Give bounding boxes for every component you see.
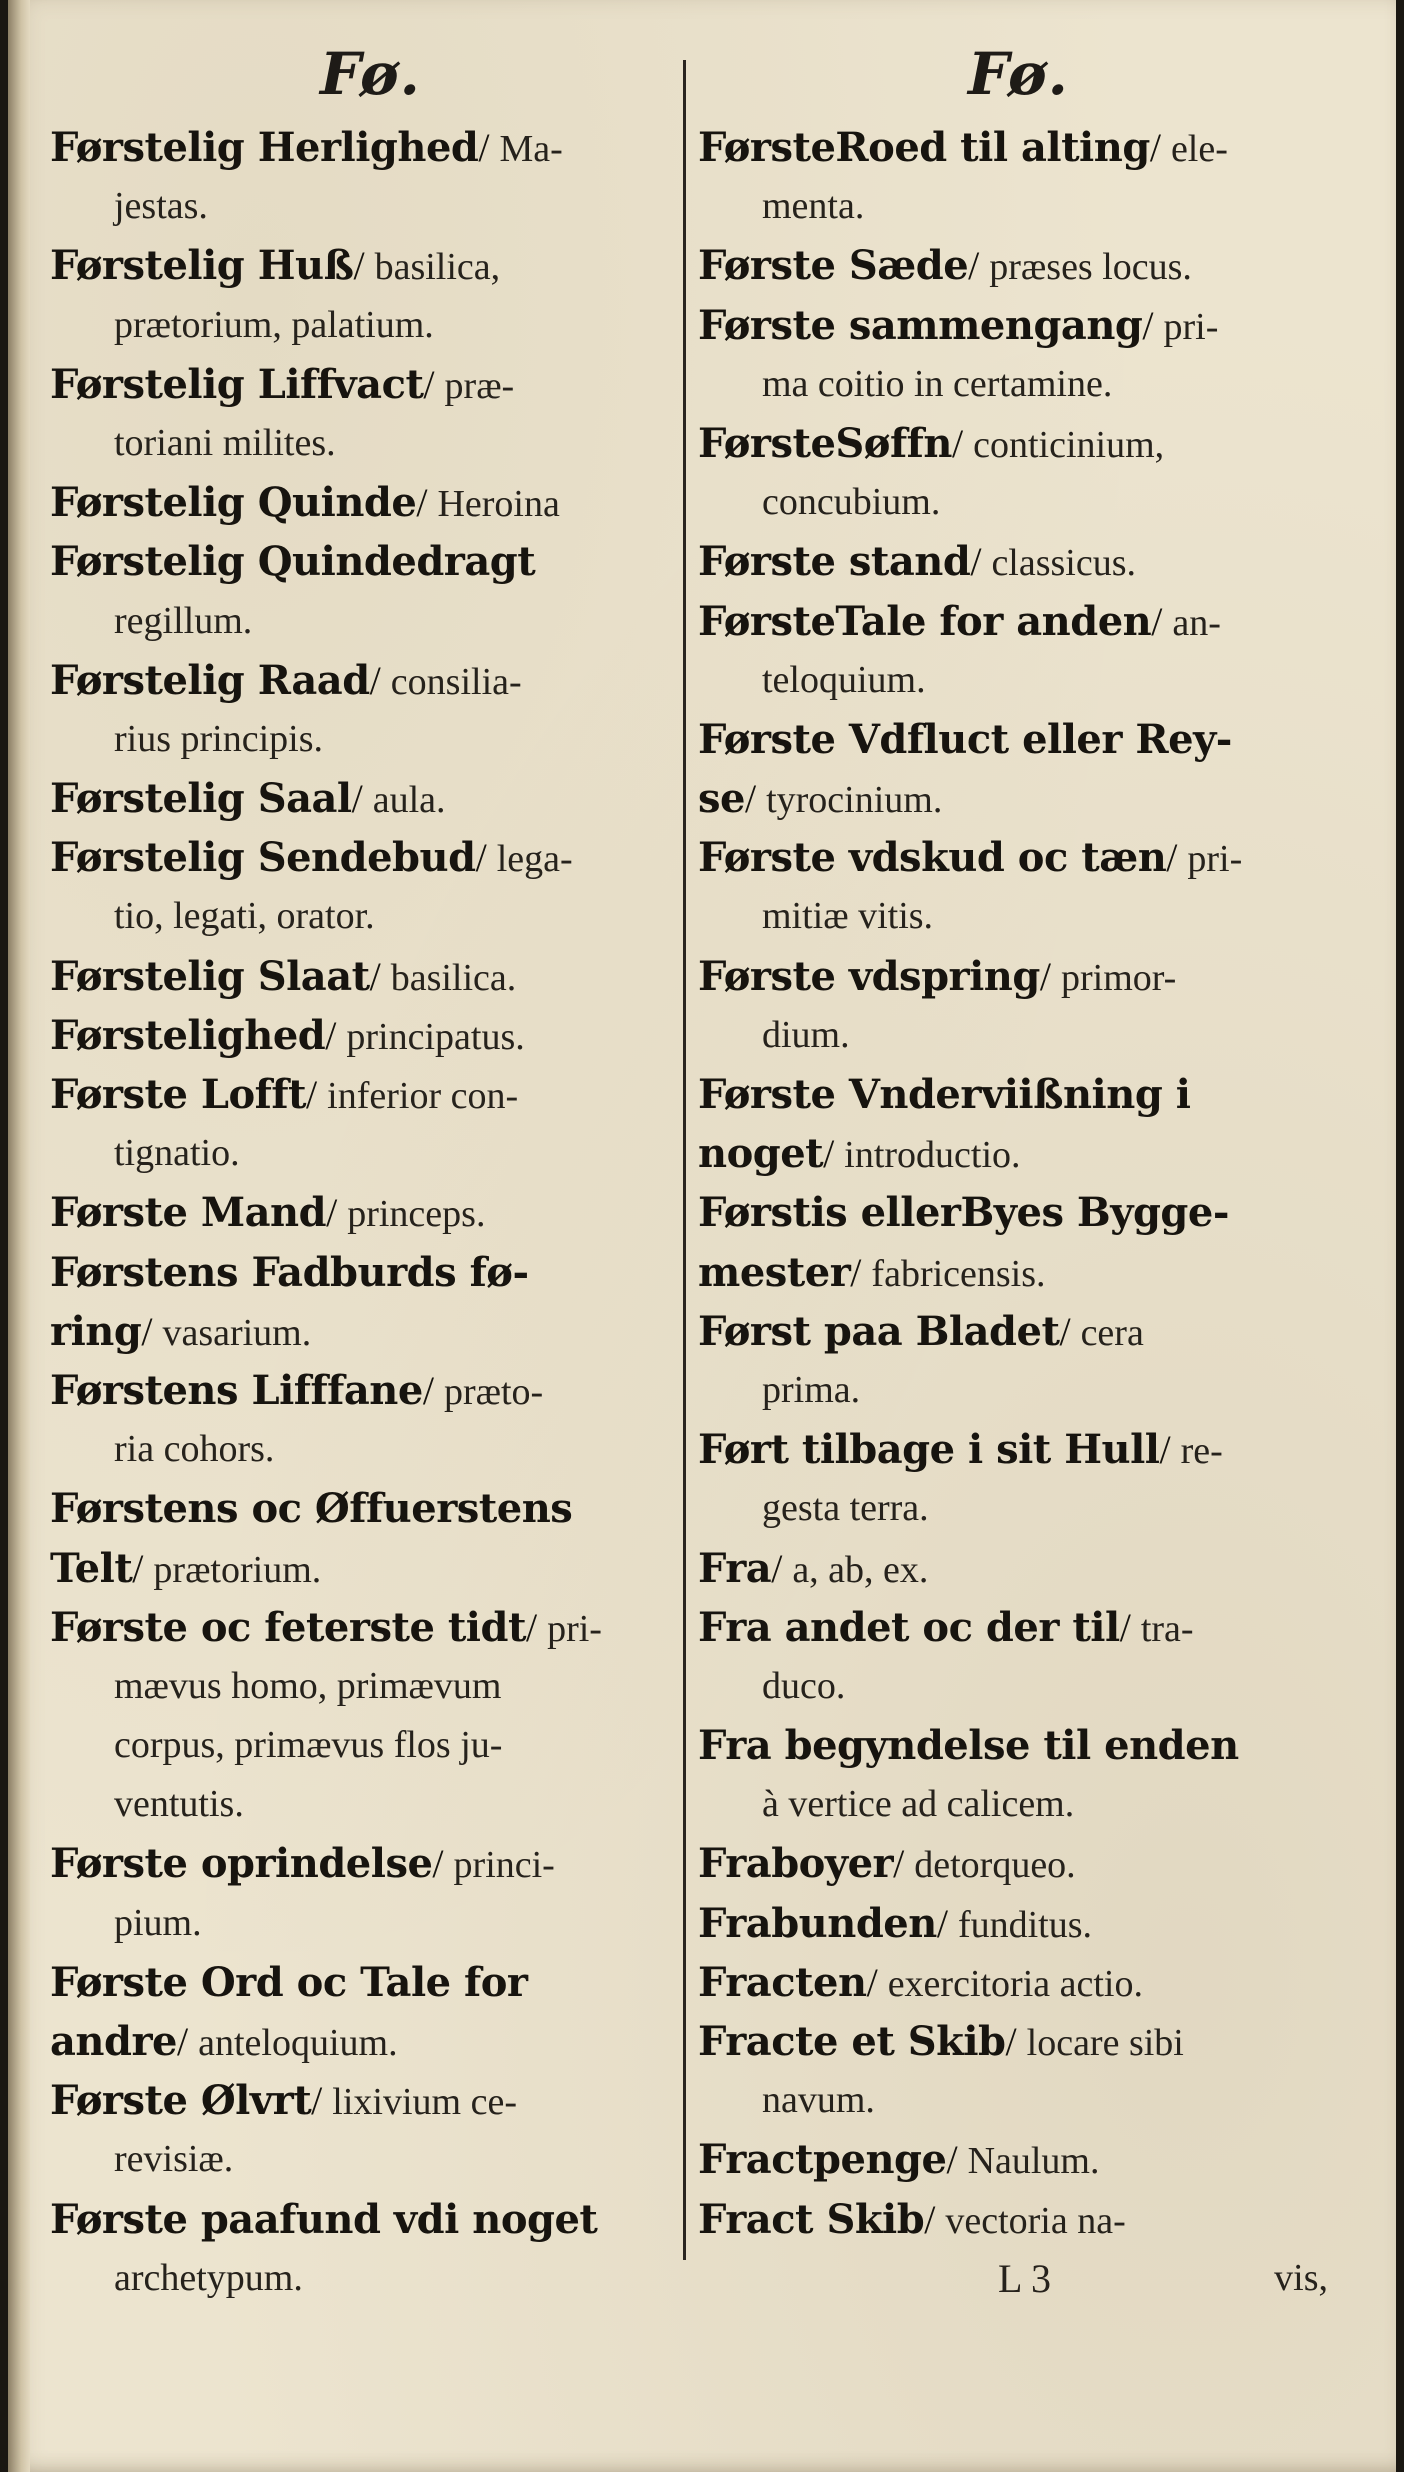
- entry-line: [698, 710, 1338, 769]
- danish-headword: Førstelig Liffvact: [50, 360, 424, 408]
- entry-line: [698, 1420, 1338, 1479]
- right-entries: [698, 118, 1338, 2308]
- entry-separator: /: [1149, 125, 1171, 170]
- latin-gloss: introductio.: [844, 1134, 1021, 1177]
- entry-line: [698, 1539, 1338, 1598]
- entry-line: [50, 2249, 670, 2308]
- danish-headword: Førstens oc Øffuerstens: [50, 1485, 573, 1533]
- entry-line: [50, 414, 670, 473]
- danish-headword: Første Sæde: [698, 242, 969, 290]
- entry-line: [698, 414, 1338, 473]
- latin-gloss: Heroina: [437, 483, 560, 526]
- entry-separator: /: [850, 1249, 872, 1295]
- entry-line: [50, 1006, 670, 1065]
- entry-line: [50, 2190, 670, 2249]
- entry-separator: /: [946, 2137, 968, 2183]
- entry-line: [50, 1243, 670, 1302]
- entry-line: [698, 1479, 1338, 1538]
- danish-headword: Første vdspring: [698, 952, 1040, 1000]
- entry-line: [50, 2012, 670, 2071]
- latin-gloss: locare sibi: [1026, 2022, 1184, 2064]
- latin-gloss: archetypum.: [114, 2256, 303, 2299]
- entry-separator: /: [525, 1604, 548, 1650]
- danish-headword: Første Ord oc Tale for: [50, 1958, 528, 2006]
- page-gutter: [8, 0, 30, 2472]
- danish-headword: se: [698, 775, 745, 823]
- latin-gloss: aula.: [372, 779, 446, 822]
- danish-headword: FørsteRoed til alting: [698, 124, 1150, 171]
- latin-gloss: funditus.: [957, 1903, 1093, 1946]
- latin-gloss: jestas.: [114, 185, 208, 228]
- danish-headword: Første paafund vdi noget: [50, 2195, 598, 2243]
- danish-headword: Førstelig Huß: [50, 242, 354, 290]
- entry-line: [698, 947, 1338, 1006]
- entry-separator: /: [968, 243, 990, 289]
- entry-line: [698, 2249, 1338, 2308]
- entry-line: [50, 1183, 670, 1242]
- entry-line: [50, 236, 670, 295]
- latin-gloss: prætorium, palatium.: [114, 303, 434, 346]
- entry-line: [50, 1479, 670, 1538]
- entry-line: [50, 947, 670, 1006]
- entry-separator: /: [893, 1841, 915, 1887]
- entry-line: [50, 1124, 670, 1183]
- entry-separator: /: [1159, 1427, 1181, 1473]
- danish-headword: Første Lofft: [50, 1071, 307, 1118]
- column-rule: [683, 60, 686, 2260]
- latin-gloss: mævus homo, primævum: [114, 1664, 502, 1707]
- entry-separator: /: [924, 2196, 946, 2242]
- latin-gloss: lixivium ce-: [332, 2081, 517, 2124]
- latin-gloss: concubium.: [762, 481, 941, 524]
- latin-gloss: an-: [1172, 601, 1221, 644]
- danish-headword: ring: [50, 1307, 142, 1355]
- danish-headword: Førstelig Quinde: [50, 479, 417, 527]
- latin-gloss: princi-: [453, 1844, 555, 1887]
- latin-gloss: præto-: [443, 1370, 544, 1413]
- danish-headword: Førstelig Raad: [50, 656, 370, 704]
- entry-separator: /: [1151, 598, 1173, 644]
- latin-gloss: tio, legati, orator.: [114, 895, 375, 938]
- latin-gloss: gesta terra.: [762, 1487, 929, 1530]
- entry-separator: /: [416, 480, 438, 526]
- latin-gloss: pri-: [547, 1607, 602, 1650]
- entry-separator: /: [311, 2078, 333, 2124]
- danish-headword: Fra: [698, 1544, 772, 1592]
- danish-headword: Fracte et Skib: [698, 2018, 1006, 2065]
- danish-headword: Første sammengang: [698, 301, 1143, 349]
- latin-gloss: Ma-: [499, 128, 563, 170]
- left-running-head: Fø.: [320, 40, 422, 108]
- latin-gloss: consilia-: [390, 660, 522, 703]
- latin-gloss: toriani milites.: [114, 421, 336, 464]
- latin-gloss: ria cohors.: [114, 1428, 275, 1471]
- entry-line: [50, 1953, 670, 2012]
- latin-gloss: tyrocinium.: [766, 779, 943, 822]
- latin-gloss: dium.: [762, 1013, 850, 1056]
- latin-gloss: duco.: [762, 1664, 846, 1707]
- danish-headword: Førstis ellerByes Bygge-: [698, 1189, 1229, 1237]
- danish-headword: Fracten: [698, 1958, 867, 2006]
- danish-headword: Første oprindelse: [50, 1840, 433, 1888]
- danish-headword: Fra begyndelse til enden: [698, 1722, 1239, 1770]
- entry-line: [698, 296, 1338, 355]
- danish-headword: Førstelig Slaat: [50, 952, 370, 1000]
- latin-gloss: principatus.: [346, 1015, 525, 1058]
- entry-line: [698, 1775, 1338, 1834]
- entry-line: [698, 651, 1338, 710]
- entry-line: [698, 2130, 1338, 2189]
- latin-gloss: classicus.: [991, 542, 1137, 585]
- latin-gloss: à vertice ad calicem.: [762, 1783, 1075, 1826]
- entry-line: [50, 710, 670, 769]
- entry-separator: /: [432, 1841, 454, 1887]
- latin-gloss: revisiæ.: [114, 2138, 234, 2181]
- danish-headword: Første oc feterste tidt: [50, 1603, 526, 1651]
- latin-gloss: ventutis.: [114, 1783, 244, 1826]
- entry-line: [698, 769, 1338, 828]
- latin-gloss: ma coitio in certamine.: [762, 362, 1113, 405]
- entry-line: [698, 1183, 1338, 1242]
- latin-gloss: fabricensis.: [871, 1252, 1046, 1295]
- entry-separator: /: [744, 776, 767, 822]
- entry-separator: /: [422, 1367, 444, 1413]
- danish-headword: Først paa Bladet: [698, 1307, 1060, 1355]
- entry-line: [698, 2190, 1338, 2249]
- entry-line: [50, 177, 670, 236]
- danish-headword: Fract Skib: [698, 2195, 925, 2243]
- latin-gloss: ele-: [1170, 128, 1228, 170]
- latin-gloss: tignatio.: [114, 1132, 240, 1175]
- entry-line: [698, 887, 1338, 946]
- entry-line: [50, 1657, 670, 1716]
- entry-separator: /: [369, 953, 391, 999]
- entry-separator: /: [823, 1131, 845, 1177]
- danish-headword: Førstelighed: [50, 1011, 326, 1059]
- entry-separator: /: [351, 776, 373, 822]
- entry-separator: /: [1142, 302, 1164, 348]
- latin-gloss: inferior con-: [327, 1075, 519, 1117]
- latin-gloss: vectoria na-: [945, 2199, 1126, 2242]
- entry-line: [50, 1716, 670, 1775]
- entry-line: [698, 236, 1338, 295]
- entry-line: [50, 828, 670, 887]
- entry-separator: /: [306, 1072, 328, 1117]
- entry-separator: /: [478, 125, 500, 170]
- latin-gloss: rius principis.: [114, 717, 323, 760]
- entry-separator: /: [1005, 2019, 1027, 2064]
- danish-headword: Første Ølvrt: [50, 2077, 312, 2125]
- entry-separator: /: [936, 1900, 958, 1946]
- entry-line: [698, 1657, 1338, 1716]
- entry-line: [698, 1302, 1338, 1361]
- latin-gloss: pri-: [1187, 838, 1243, 881]
- danish-headword: FørsteTale for anden: [698, 597, 1152, 645]
- latin-gloss: regillum.: [114, 599, 253, 642]
- entry-line: [50, 1420, 670, 1479]
- entry-line: [698, 1243, 1338, 1302]
- danish-headword: Fractpenge: [698, 2136, 947, 2184]
- latin-gloss: navum.: [762, 2079, 875, 2122]
- entry-line: [698, 473, 1338, 532]
- latin-gloss: pri-: [1163, 305, 1219, 348]
- entry-line: [698, 1124, 1338, 1183]
- entry-line: [50, 1598, 670, 1657]
- latin-gloss: mitiæ vitis.: [762, 895, 934, 938]
- latin-gloss: lega-: [496, 838, 573, 881]
- entry-line: [50, 651, 670, 710]
- entry-line: [50, 1539, 670, 1598]
- latin-gloss: exercitoria actio.: [887, 1962, 1143, 2005]
- entry-line: [698, 355, 1338, 414]
- entry-line: [698, 2012, 1338, 2071]
- danish-headword: Første Mand: [50, 1189, 327, 1237]
- latin-gloss: præses locus.: [989, 246, 1192, 289]
- entry-line: [698, 1598, 1338, 1657]
- danish-headword: Førstens Lifffane: [50, 1366, 423, 1414]
- latin-gloss: re-: [1180, 1430, 1223, 1473]
- entry-separator: /: [132, 1545, 154, 1591]
- danish-headword: Førstens Fadburds fø-: [50, 1248, 529, 1296]
- entry-line: [698, 1065, 1338, 1124]
- entry-line: [698, 828, 1338, 887]
- entry-separator: /: [951, 420, 974, 466]
- latin-gloss: præ-: [444, 364, 515, 407]
- entry-line: [698, 1361, 1338, 1420]
- right-running-head: Fø.: [968, 40, 1070, 108]
- entry-separator: /: [475, 835, 497, 881]
- latin-gloss: anteloquium.: [198, 2022, 398, 2064]
- danish-headword: Første vdskud oc tæn: [698, 834, 1167, 882]
- latin-gloss: teloquium.: [762, 658, 926, 701]
- entry-line: [698, 177, 1338, 236]
- entry-line: [50, 532, 670, 591]
- entry-line: [50, 118, 670, 177]
- entry-line: [50, 1065, 670, 1124]
- entry-line: [50, 1361, 670, 1420]
- entry-separator: /: [1119, 1604, 1141, 1650]
- latin-gloss: tra-: [1140, 1607, 1194, 1650]
- danish-headword: Ført tilbage i sit Hull: [698, 1426, 1160, 1474]
- entry-separator: /: [1059, 1308, 1081, 1354]
- entry-separator: /: [325, 1012, 347, 1058]
- latin-gloss: basilica.: [390, 956, 517, 999]
- entry-separator: /: [177, 2019, 199, 2064]
- danish-headword: Første stand: [698, 538, 971, 586]
- latin-gloss: vasarium.: [162, 1311, 312, 1354]
- entry-line: [50, 473, 670, 532]
- entry-separator: /: [369, 657, 391, 703]
- left-entries: [50, 118, 670, 2308]
- entry-separator: /: [1166, 835, 1188, 881]
- latin-gloss: cera: [1080, 1311, 1144, 1354]
- danish-headword: noget: [698, 1130, 824, 1178]
- entry-separator: /: [353, 243, 375, 289]
- danish-headword: Første Vdfluct eller Rey-: [698, 715, 1232, 763]
- entry-line: [50, 2130, 670, 2189]
- entry-line: [698, 2071, 1338, 2130]
- latin-gloss: menta.: [762, 185, 865, 228]
- entry-line: [698, 118, 1338, 177]
- entry-line: [698, 1834, 1338, 1893]
- latin-gloss: a, ab, ex.: [792, 1548, 929, 1591]
- entry-line: [50, 296, 670, 355]
- entry-line: [698, 532, 1338, 591]
- entry-line: [50, 1894, 670, 1953]
- danish-headword: mester: [698, 1248, 851, 1296]
- entry-line: [698, 1716, 1338, 1775]
- latin-gloss: conticinium,: [973, 423, 1165, 466]
- entry-separator: /: [326, 1190, 348, 1236]
- entry-line: [698, 1894, 1338, 1953]
- latin-gloss: prætorium.: [153, 1548, 322, 1591]
- entry-line: [50, 2071, 670, 2130]
- danish-headword: Førstelig Quindedragt: [50, 538, 536, 586]
- entry-line: [50, 1302, 670, 1361]
- latin-gloss: basilica,: [374, 246, 501, 289]
- latin-gloss: detorqueo.: [914, 1844, 1076, 1887]
- entry-line: [50, 887, 670, 946]
- entry-line: [50, 1775, 670, 1834]
- entry-line: [698, 1953, 1338, 2012]
- right-column: [698, 30, 1338, 2308]
- danish-headword: Telt: [50, 1544, 133, 1592]
- entry-line: [698, 1006, 1338, 1065]
- entry-separator: /: [771, 1545, 793, 1591]
- latin-gloss: vis,: [1274, 2256, 1328, 2299]
- danish-headword: andre: [50, 2018, 177, 2065]
- latin-gloss: pium.: [114, 1901, 202, 1944]
- entry-separator: /: [970, 539, 992, 585]
- entry-line: [698, 592, 1338, 651]
- book-page: [8, 0, 1396, 2472]
- latin-gloss: Naulum.: [967, 2140, 1100, 2183]
- signature-mark: L 3: [998, 2255, 1051, 2301]
- latin-gloss: corpus, primævus flos ju-: [114, 1724, 503, 1767]
- left-column: [50, 30, 670, 2308]
- entry-separator: /: [866, 1959, 888, 2005]
- danish-headword: Fra andet oc der til: [698, 1603, 1120, 1651]
- latin-gloss: primor-: [1060, 956, 1177, 999]
- danish-headword: Førstelig Sendebud: [50, 834, 476, 882]
- danish-headword: Fraboyer: [698, 1840, 894, 1888]
- danish-headword: Frabunden: [698, 1899, 937, 1947]
- entry-line: [50, 769, 670, 828]
- entry-separator: /: [423, 361, 445, 407]
- danish-headword: Første Vnderviißning i: [698, 1071, 1191, 1118]
- danish-headword: FørsteSøffn: [698, 419, 952, 467]
- entry-line: [50, 1834, 670, 1893]
- danish-headword: Førstelig Saal: [50, 775, 352, 823]
- entry-line: [50, 592, 670, 651]
- danish-headword: Førstelig Herlighed: [50, 124, 479, 171]
- latin-gloss: prima.: [762, 1368, 861, 1411]
- entry-separator: /: [1039, 953, 1061, 999]
- entry-line: [50, 355, 670, 414]
- latin-gloss: princeps.: [347, 1193, 486, 1236]
- entry-separator: /: [141, 1308, 163, 1354]
